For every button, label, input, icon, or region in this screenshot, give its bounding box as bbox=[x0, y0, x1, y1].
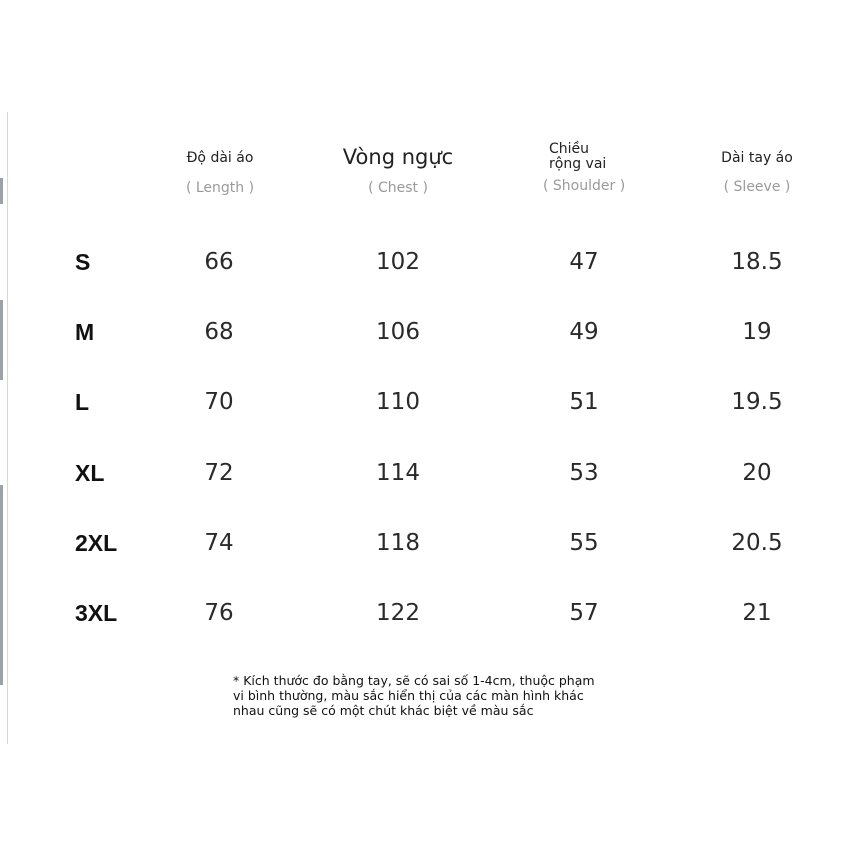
length-value: 66 bbox=[204, 249, 234, 275]
shoulder-value: 55 bbox=[569, 530, 599, 556]
header-sleeve-en: ( Sleeve ) bbox=[723, 179, 791, 195]
sleeve-value: 20.5 bbox=[731, 530, 783, 556]
size-label: XL bbox=[75, 460, 105, 486]
note-line: nhau cũng sẽ có một chút khác biệt về màu sắc bbox=[233, 703, 534, 718]
sleeve-value: 19 bbox=[742, 319, 772, 345]
chest-value: 110 bbox=[376, 389, 420, 415]
sleeve-value: 21 bbox=[742, 600, 772, 626]
shoulder-value: 57 bbox=[569, 600, 599, 626]
shoulder-value: 53 bbox=[569, 460, 599, 486]
size-label: 3XL bbox=[75, 600, 118, 626]
shoulder-value: 47 bbox=[569, 249, 599, 275]
left-edge-divider bbox=[7, 112, 8, 744]
note-line: vi bình thường, màu sắc hiển thị của các màn hình khác bbox=[233, 688, 584, 703]
chest-value: 118 bbox=[376, 530, 420, 556]
size-label: L bbox=[75, 389, 90, 415]
length-value: 76 bbox=[204, 600, 234, 626]
size-label: S bbox=[75, 249, 91, 275]
length-value: 70 bbox=[204, 389, 234, 415]
header-chest bbox=[330, 144, 466, 196]
measurement-note bbox=[233, 673, 643, 718]
header-length bbox=[160, 150, 280, 196]
header-sleeve-vi: Dài tay áo bbox=[721, 150, 793, 166]
header-length-vi: Độ dài áo bbox=[186, 150, 254, 166]
length-value: 68 bbox=[204, 319, 234, 345]
length-value: 72 bbox=[204, 460, 234, 486]
chest-value: 102 bbox=[376, 249, 420, 275]
sleeve-value: 20 bbox=[742, 460, 772, 486]
sleeve-value: 19.5 bbox=[731, 389, 783, 415]
header-sleeve bbox=[697, 150, 817, 195]
chest-value: 106 bbox=[376, 319, 420, 345]
header-length-en: ( Length ) bbox=[185, 180, 255, 196]
sleeve-value: 18.5 bbox=[731, 249, 783, 275]
left-edge-mark bbox=[0, 300, 3, 380]
length-value: 74 bbox=[204, 530, 234, 556]
left-edge-mark bbox=[0, 178, 3, 204]
header-shoulder bbox=[527, 142, 647, 194]
shoulder-value: 51 bbox=[569, 389, 599, 415]
size-label: M bbox=[75, 319, 95, 345]
header-chest-vi: Vòng ngực bbox=[342, 145, 454, 169]
header-shoulder-vi: Chiều rộng vai bbox=[549, 141, 607, 172]
header-shoulder-en: ( Shoulder ) bbox=[543, 178, 626, 194]
left-edge-mark bbox=[0, 485, 3, 685]
chest-value: 122 bbox=[376, 600, 420, 626]
chest-value: 114 bbox=[376, 460, 420, 486]
size-label: 2XL bbox=[75, 530, 118, 556]
shoulder-value: 49 bbox=[569, 319, 599, 345]
header-chest-en: ( Chest ) bbox=[368, 180, 428, 196]
note-line: * Kích thước đo bằng tay, sẽ có sai số 1-4cm, thuộc phạm bbox=[233, 673, 595, 688]
